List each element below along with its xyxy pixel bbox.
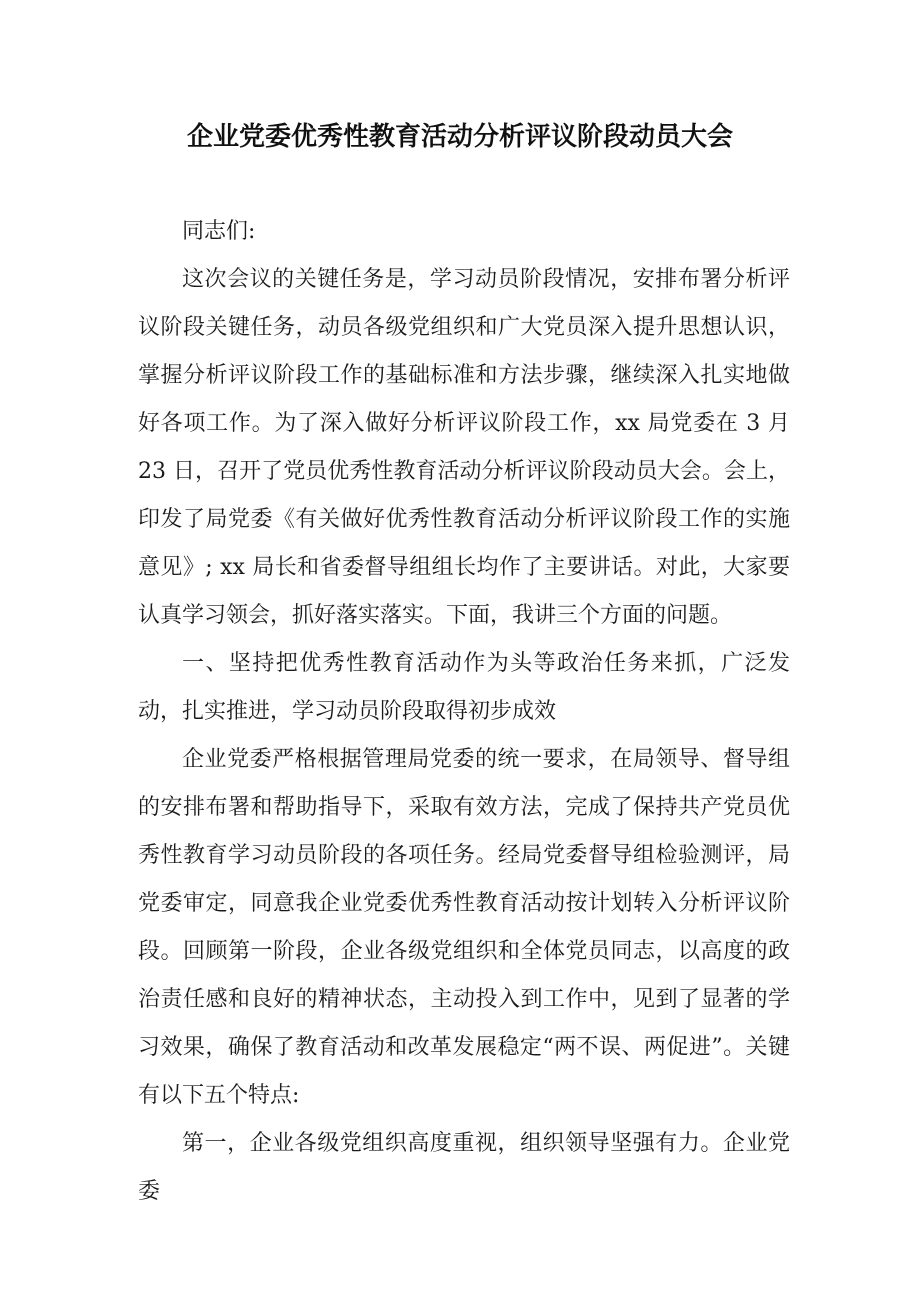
body-paragraph: 企业党委严格根据管理局党委的统一要求，在局领导、督导组的安排布署和帮助指导下，采取有效方法，完成了保持共产党员优秀性教育学习动员阶段的各项任务。经局党委督导组检验测评，局党委审定，同意我企业党委优秀性教育活动按计划转入分析评议阶段。回顾第一阶段，企业各级党组织和全体党员同志，以高度的政治责任感和良好的精神状态，主动投入到工作中，见到了显著的学习效果，确保了教育活动和改革发展稳定“两不误、两促进”。关键有以下五个特点: [138,747,790,1108]
body-paragraph: 第一，企业各级党组织高度重视，组织领导坚强有力。企业党委 [138,1131,790,1204]
section-heading-1: 一、坚持把优秀性教育活动作为头等政治任务来抓，广泛发动，扎实推进，学习动员阶段取得初步成效 [138,651,790,724]
intro-paragraph: 这次会议的关键任务是，学习动员阶段情况，安排布署分析评议阶段关键任务，动员各级党组织和广大党员深入提升思想认识，掌握分析评议阶段工作的基础标准和方法步骤，继续深入扎实地做好各项工作。为了深入做好分析评议阶段工作，xx 局党委在 3 月 23 日，召开了党员优秀性教育活动分析评议阶段动员大会。会上，印发了局党委《有关做好优秀性教育活动分析评议阶段工作的实施意见》; xx 局长和省委督导组组长均作了主要讲话。对此，大家要认真学习领会，抓好落实落实。下面，我讲三个方面的问题。 [138,267,790,628]
document-title: 企业党委优秀性教育活动分析评议阶段动员大会 [186,122,733,152]
document-body [138,208,790,1216]
salutation-paragraph: 同志们: [182,219,256,244]
